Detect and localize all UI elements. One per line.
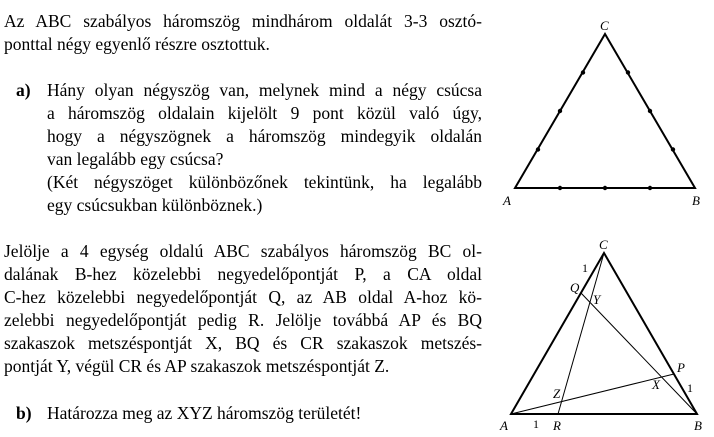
fig1-division-points bbox=[536, 70, 675, 190]
fig1-point bbox=[536, 147, 540, 151]
part-a-label: a) bbox=[16, 80, 31, 100]
fig2-length-ar: 1 bbox=[533, 417, 539, 431]
fig2-label-x: X bbox=[652, 377, 660, 392]
second-line-6: pontját Y, végül CR és AP szakaszok metszéspontját Z. bbox=[4, 356, 390, 376]
part-a-line-3: hogy a négyszögnek a háromszög mindegyik oldalán bbox=[47, 126, 482, 146]
segment-ap bbox=[511, 374, 674, 414]
figure-2 bbox=[511, 253, 697, 414]
second-line-1: Jelölje a 4 egység oldalú ABC szabályos háromszög BC ol- bbox=[4, 241, 482, 261]
fig2-label-q: Q bbox=[570, 280, 580, 295]
fig2-label-c: C bbox=[599, 237, 608, 252]
second-line-5: szakaszok metszéspontját X, BQ és CR szakaszok metszés- bbox=[4, 333, 482, 353]
fig1-point bbox=[558, 186, 562, 190]
fig2-label-p: P bbox=[677, 360, 685, 375]
segment-bq bbox=[581, 293, 697, 414]
intro-line-1: Az ABC szabályos háromszög mindhárom oldalát 3-3 osztó- bbox=[4, 11, 482, 31]
intro-line-2: ponttal négy egyenlő részre osztottuk. bbox=[4, 34, 270, 54]
second-line-4: zelebbi negyedelőpontját pedig R. Jelölje továbbá AP és BQ bbox=[4, 310, 482, 330]
part-b-text: Határozza meg az XYZ háromszög területét! bbox=[47, 403, 362, 423]
part-a-line-2: a háromszög oldalain kijelölt 9 pont közül való úgy, bbox=[47, 103, 482, 123]
fig1-point bbox=[671, 147, 675, 151]
fig1-triangle bbox=[515, 34, 695, 188]
segment-cr bbox=[558, 253, 604, 414]
fig1-point bbox=[648, 109, 652, 113]
part-b-label: b) bbox=[16, 403, 32, 423]
fig2-label-y: Y bbox=[593, 292, 601, 307]
fig1-label-b: B bbox=[692, 193, 700, 208]
fig2-label-r: R bbox=[553, 418, 561, 433]
part-a-line-1: Hány olyan négyszög van, melynek mind a négy csúcsa bbox=[47, 80, 482, 100]
part-a-line-6: egy csúcsukban különböznek.) bbox=[47, 195, 263, 215]
fig1-point bbox=[581, 70, 585, 74]
fig2-triangle bbox=[511, 253, 697, 414]
fig1-point bbox=[648, 186, 652, 190]
fig2-length-bp: 1 bbox=[687, 381, 693, 395]
fig2-label-b: B bbox=[694, 418, 702, 433]
second-line-3: C-hez közelebbi negyedelőpontját Q, az AB oldal A-hoz kö- bbox=[4, 287, 482, 307]
part-a-line-4: van legalább egy csúcsa? bbox=[47, 149, 224, 169]
fig1-point bbox=[626, 70, 630, 74]
fig2-length-cq: 1 bbox=[582, 261, 588, 275]
part-a-line-5: (Két négyszöget különbözőnek tekintünk, ha legalább bbox=[47, 172, 482, 192]
fig1-label-c: C bbox=[600, 18, 609, 33]
fig1-point bbox=[558, 109, 562, 113]
fig2-label-a: A bbox=[500, 418, 508, 433]
second-line-2: dalának B-hez közelebbi negyedelőpontját P, a CA oldal bbox=[4, 264, 482, 284]
fig2-label-z: Z bbox=[553, 386, 561, 401]
fig1-point bbox=[603, 186, 607, 190]
fig1-label-a: A bbox=[503, 193, 511, 208]
figure-1 bbox=[515, 34, 695, 188]
